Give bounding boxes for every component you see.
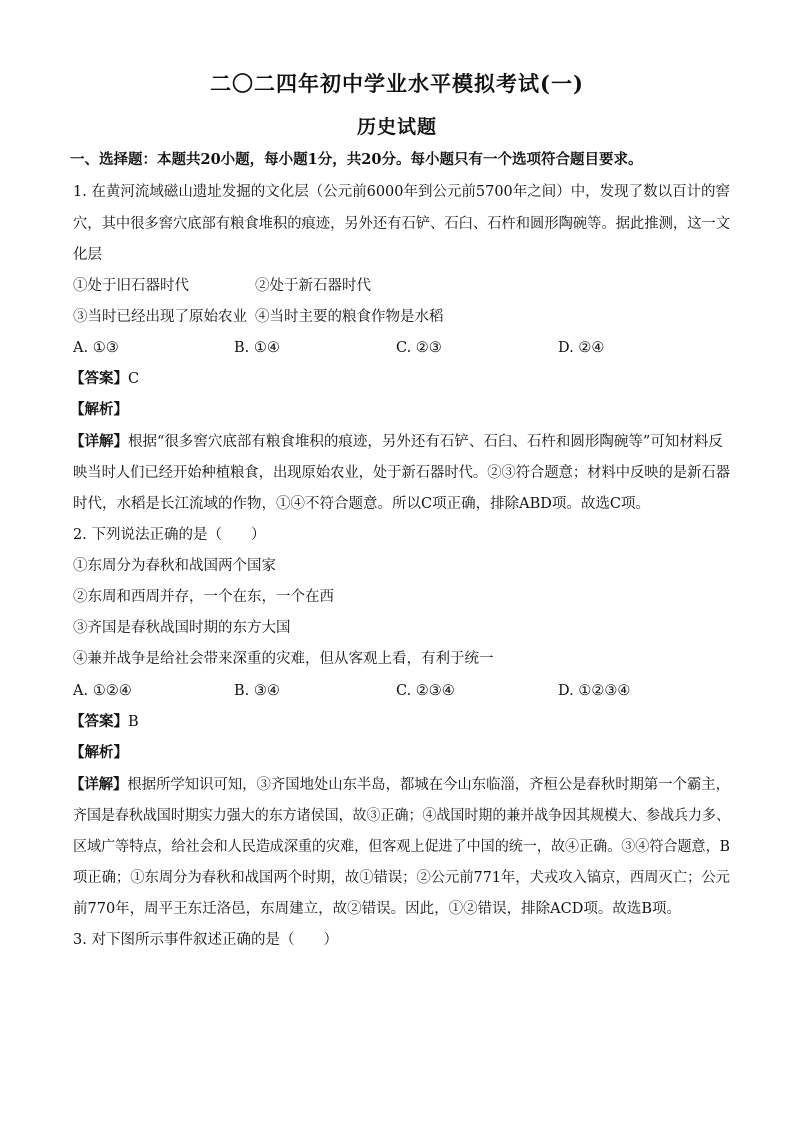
q2-statement-3: ③齐国是春秋战国时期的东方大国 xyxy=(73,620,291,636)
exam-title: 二〇二四年初中学业水平模拟考试(一) xyxy=(210,71,584,96)
q1-option-a: A. ①③ xyxy=(73,340,119,356)
q1-detail-line2: 映当时人们已经开始种植粮食，出现原始农业，处于新石器时代。②③符合题意；材料中反映的是新石器 xyxy=(73,465,730,481)
q1-answer-tag: 【答案】 xyxy=(70,370,128,387)
q2-detail-text: 根据所学知识可知，③齐国地处山东半岛，都城在今山东临淄，齐桓公是春秋时期第一个霸主， xyxy=(127,777,730,793)
q1-answer xyxy=(70,369,139,389)
section-heading: 一、选择题：本题共20小题，每小题1分，共20分。每小题只有一个选项符合题目要求。 xyxy=(70,151,643,168)
q1-stem-line2: 穴，其中很多窖穴底部有粮食堆积的痕迹，另外还有石铲、石臼、石杵和圆形陶碗等。据此推测，这一文 xyxy=(73,216,730,232)
q1-detail-text: 根据“很多窖穴底部有粮食堆积的痕迹，另外还有石铲、石臼、石杵和圆形陶碗等”可知材料反 xyxy=(128,434,723,450)
q2-detail-line1 xyxy=(70,775,730,795)
q2-statement-2: ②东周和西周并存，一个在东，一个在西 xyxy=(73,589,334,605)
q2-statement-4: ④兼并战争是给社会带来深重的灾难，但从客观上看，有利于统一 xyxy=(73,651,494,667)
q2-option-a: A. ①②④ xyxy=(73,683,132,699)
q1-statement-2: ②处于新石器时代 xyxy=(255,278,371,294)
q2-answer xyxy=(70,712,139,732)
q1-detail-tag: 【详解】 xyxy=(70,433,128,450)
q1-stem-line1: 1. 在黄河流域磁山遗址发掘的文化层（公元前6000年到公元前5700年之间）中，发现了数以百计的窖 xyxy=(73,184,731,200)
q1-option-c: C. ②③ xyxy=(396,340,442,356)
q2-option-d: D. ①②③④ xyxy=(558,683,631,699)
q3-stem: 3. 对下图所示事件叙述正确的是（ ） xyxy=(73,932,338,948)
q2-detail-line4: 项正确；①东周分为春秋和战国两个时期，故①错误；②公元前771年，犬戎攻入镐京，西周灭亡；公元 xyxy=(73,870,730,886)
q1-analysis-tag: 【解析】 xyxy=(70,401,128,418)
q1-answer-value: C xyxy=(128,371,140,387)
q2-answer-value: B xyxy=(128,714,139,730)
q2-stem: 2. 下列说法正确的是（ ） xyxy=(73,527,266,543)
q2-option-b: B. ③④ xyxy=(234,683,280,699)
q1-stem-line3: 化层 xyxy=(73,247,102,263)
q2-detail-line3: 区域广等特点，给社会和人民造成深重的灾难，但客观上促进了中国的统一，故④正确。③④符合题意，B xyxy=(73,839,730,855)
q2-analysis-tag: 【解析】 xyxy=(70,744,128,761)
q1-option-d: D. ②④ xyxy=(558,340,605,356)
q1-statement-1: ①处于旧石器时代 xyxy=(73,278,189,294)
q1-option-b: B. ①④ xyxy=(234,340,280,356)
exam-subtitle: 历史试题 xyxy=(356,116,437,138)
q2-statement-1: ①东周分为春秋和战国两个国家 xyxy=(73,558,276,574)
q1-detail-line1 xyxy=(70,432,723,452)
q1-statement-4: ④当时主要的粮食作物是水稻 xyxy=(255,309,444,325)
q2-detail-tag: 【详解】 xyxy=(70,776,128,793)
q1-detail-line3: 时代，水稻是长江流域的作物，①④不符合题意。所以C项正确，排除ABD项。故选C项。 xyxy=(73,496,650,512)
q2-option-c: C. ②③④ xyxy=(396,683,455,699)
q2-detail-line5: 前770年，周平王东迁洛邑，东周建立，故②错误。因此，①②错误，排除ACD项。故选B项。 xyxy=(73,901,682,917)
q1-statement-3: ③当时已经出现了原始农业 xyxy=(73,309,247,325)
q2-answer-tag: 【答案】 xyxy=(70,713,128,730)
q2-detail-line2: 齐国是春秋战国时期实力强大的东方诸侯国，故③正确；④战国时期的兼并战争因其规模大、参战兵力多、 xyxy=(73,808,730,824)
